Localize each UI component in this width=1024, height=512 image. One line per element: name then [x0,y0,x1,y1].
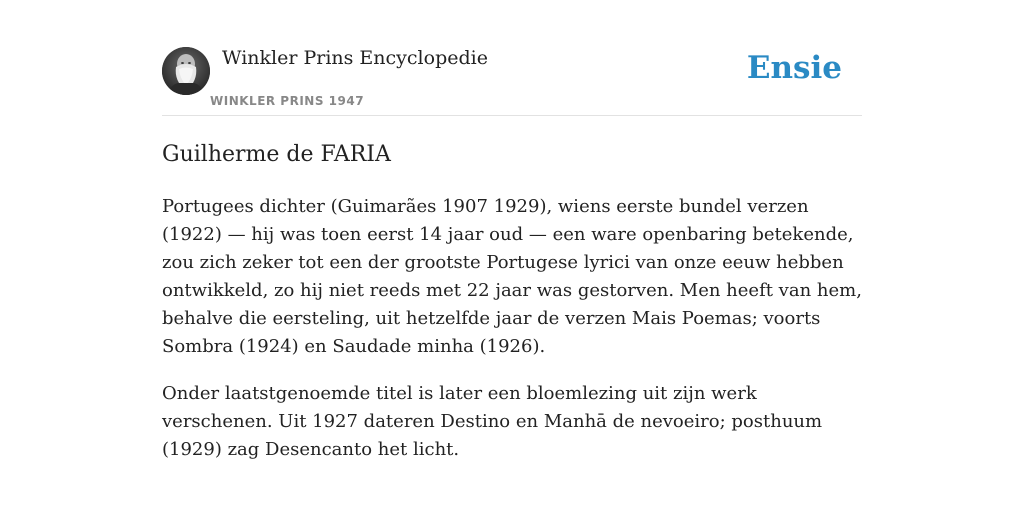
article-title: Guilherme de FARIA [162,142,391,167]
source-title[interactable]: Winkler Prins Encyclopedie [222,47,488,69]
page-header [162,46,862,116]
article-paragraph: Portugees dichter (Guimarães 1907 1929), wiens eerste bundel verzen (1922) — hij was toen eerst 14 jaar oud — een ware openbaring betekende, zou zich zeker tot een der grootste Portugese lyrici van onze eeuw hebben ontwikkeld, zo hij niet reeds met 22 jaar was gestorven. Men heeft van hem, behalve die eersteling, uit hetzelfde jaar de verzen Mais Poemas; voorts Sombra (1924) en Saudade minha (1926). [162,196,862,357]
article-paragraph: Onder laatstgenoemde titel is later een bloemlezing uit zijn werk verschenen. Uit 1927 dateren Destino en Manhā de nevoeiro; posthuum (1929) zag Desencanto het licht. [162,383,823,460]
bearded-man-portrait-icon [162,47,210,95]
edition-label: WINKLER PRINS 1947 [210,94,365,108]
ensie-logo-link[interactable]: Ensie [746,50,842,86]
article-body [162,139,862,483]
header-divider [162,115,862,116]
author-avatar[interactable] [162,47,210,95]
